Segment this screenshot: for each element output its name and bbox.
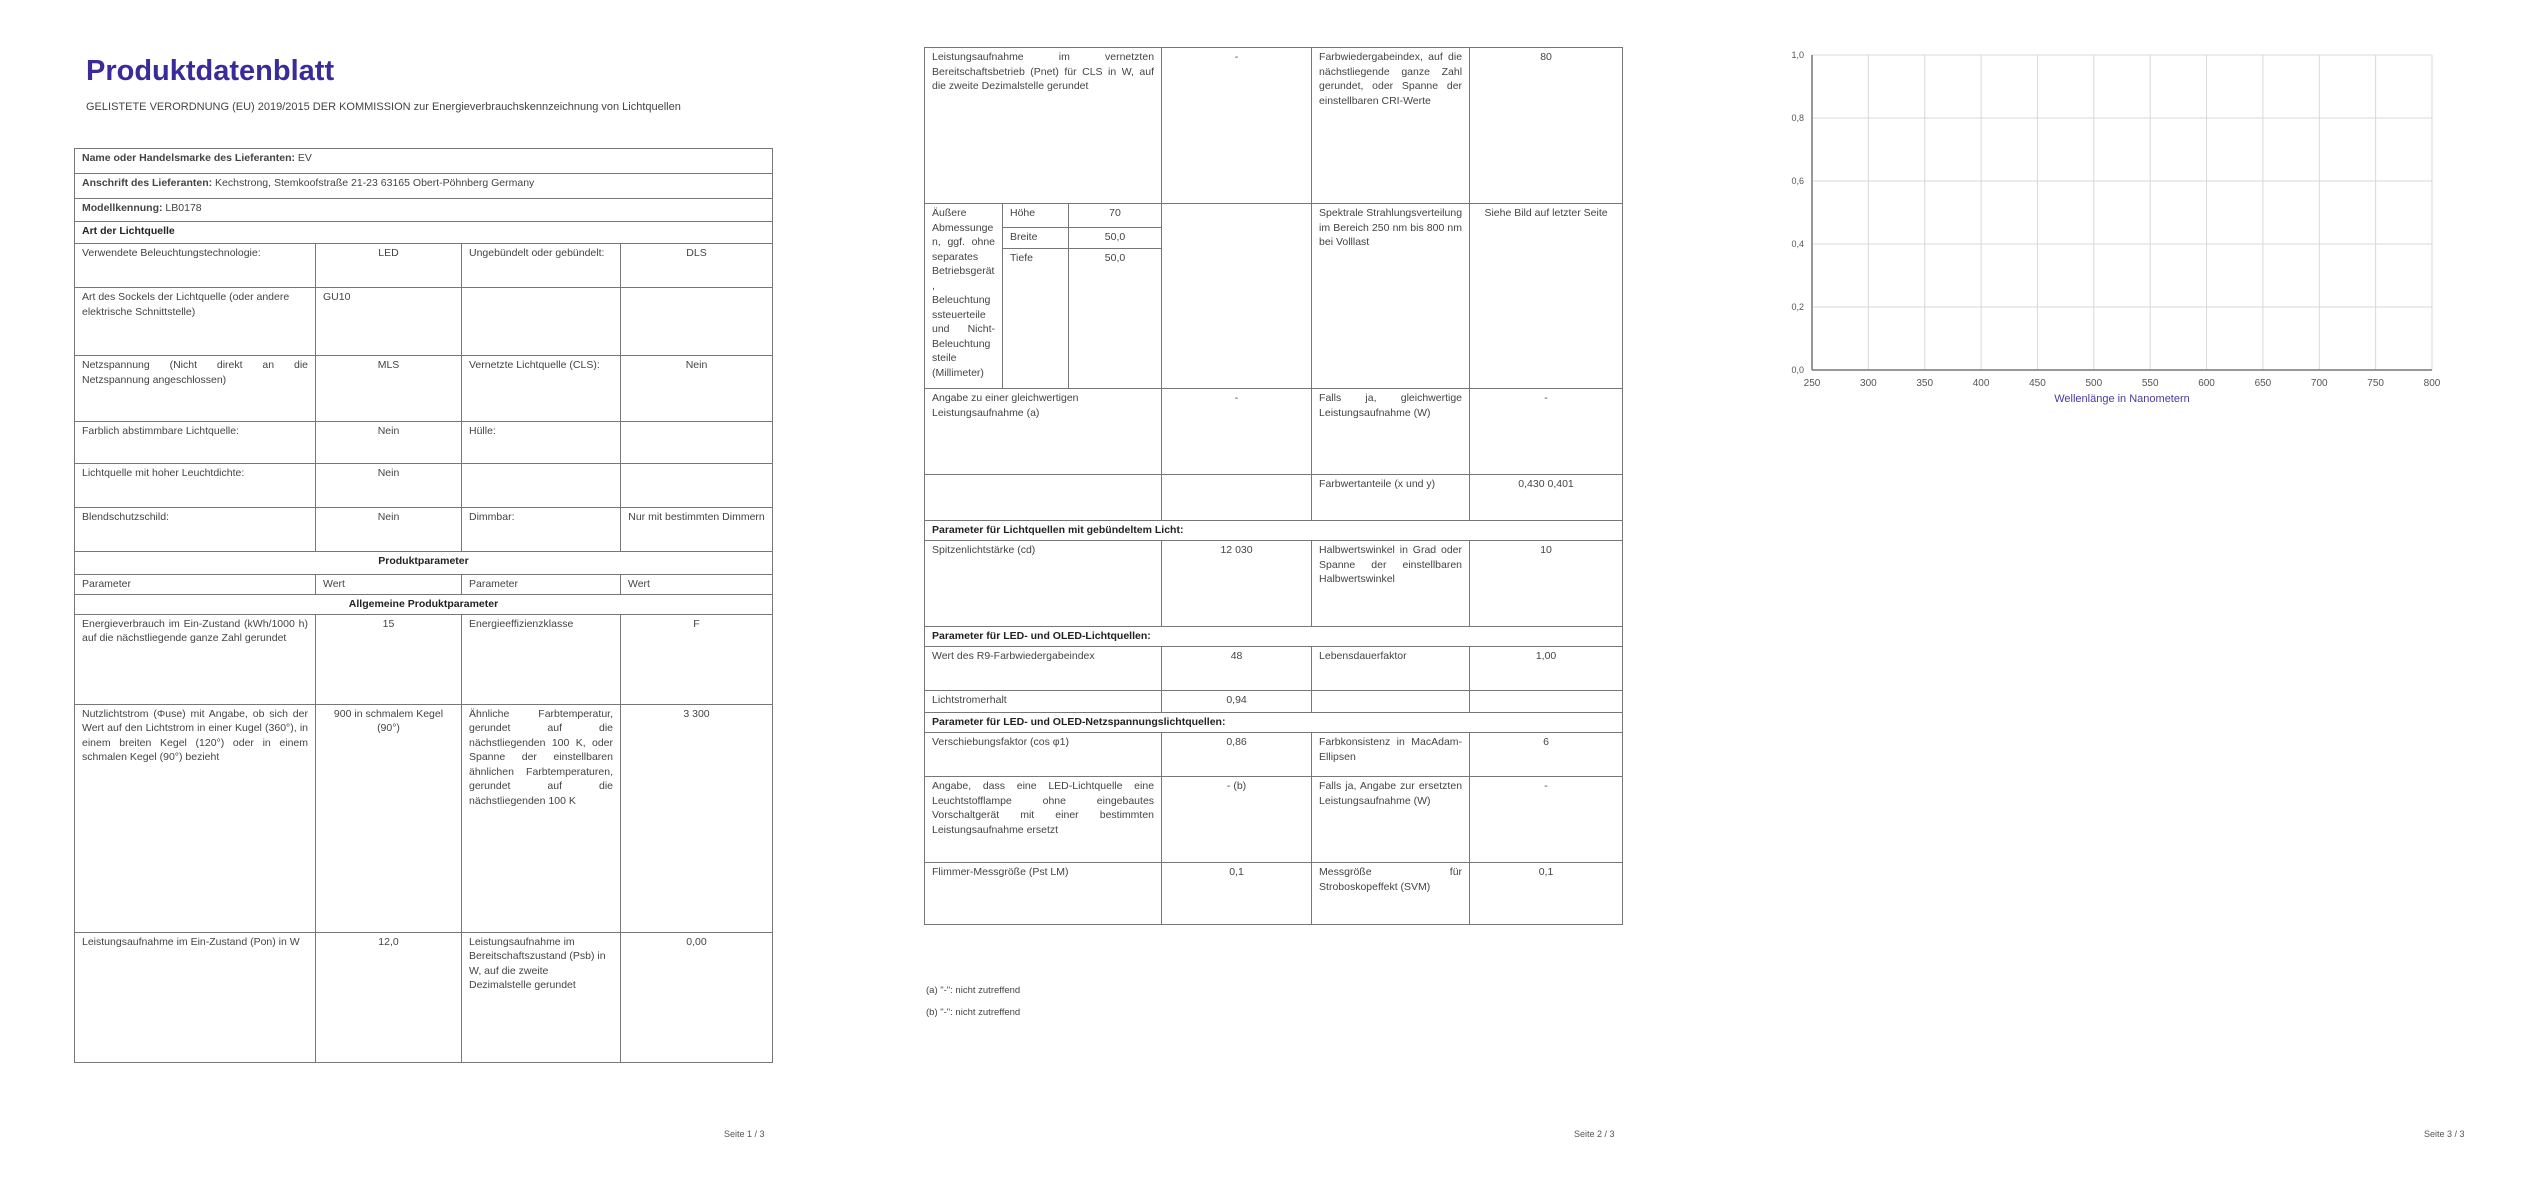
cell-value: - — [1470, 777, 1623, 863]
column-header: Wert — [621, 575, 773, 595]
cell-label: Energieeffizienzklasse — [462, 614, 621, 704]
cell-empty — [621, 422, 773, 464]
datasheet-page-3 — [1772, 45, 2474, 415]
regulation-subtitle: GELISTETE VERORDNUNG (EU) 2019/2015 DER KOMMISSION zur Energieverbrauchskennzeichnung von Lichtquellen — [86, 101, 681, 113]
cell-value: 0,1 — [1162, 863, 1312, 925]
cell-value: - — [1470, 389, 1623, 475]
cell-label: Lichtquelle mit hoher Leuchtdichte: — [75, 464, 316, 508]
section-header: Produktparameter — [75, 552, 773, 575]
cell-value: 0,00 — [621, 932, 773, 1062]
cell-label: Spitzenlichtstärke (cd) — [925, 541, 1162, 627]
column-header: Parameter — [75, 575, 316, 595]
page-number: Seite 1 / 3 — [724, 1129, 765, 1139]
cell-label: Halbwertswinkel in Grad oder Spanne der einstellbaren Halbwertswinkel — [1312, 541, 1470, 627]
cell-value: 3 300 — [621, 704, 773, 932]
section-header: Art der Lichtquelle — [75, 222, 773, 244]
cell-value: Nein — [316, 464, 462, 508]
dimension-label: Tiefe — [1003, 248, 1069, 388]
column-header: Parameter — [462, 575, 621, 595]
cell-label: Falls ja, Angabe zur ersetzten Leistungsaufnahme (W) — [1312, 777, 1470, 863]
cell-label: Spektrale Strahlungsverteilung im Bereich 250 nm bis 800 nm bei Volllast — [1312, 204, 1470, 389]
cell-value: Nur mit bestimmten Dimmern — [621, 508, 773, 552]
cell-value: LED — [316, 244, 462, 288]
cell-value: 15 — [316, 614, 462, 704]
cell-label: Leistungsaufnahme im vernetzten Bereitschaftsbetrieb (Pnet) für CLS in W, auf die zweite Dezimalstelle gerundet — [925, 48, 1162, 204]
section-header: Parameter für LED- und OLED-Lichtquellen: — [925, 627, 1623, 647]
x-tick-label: 350 — [1916, 378, 1934, 389]
cell-label: Ungebündelt oder gebündelt: — [462, 244, 621, 288]
column-header: Wert — [316, 575, 462, 595]
cell-value: 48 — [1162, 647, 1312, 691]
y-tick-label: 0,0 — [1791, 365, 1804, 375]
cell-label: Energieverbrauch im Ein-Zustand (kWh/1000 h) auf die nächstliegende ganze Zahl gerundet — [75, 614, 316, 704]
x-tick-label: 650 — [2254, 378, 2272, 389]
page-number: Seite 2 / 3 — [1574, 1129, 1615, 1139]
cell-value: - — [1162, 389, 1312, 475]
cell-label: Lebensdauerfaktor — [1312, 647, 1470, 691]
product-table-1 — [74, 148, 773, 1063]
dimension-label: Höhe — [1003, 204, 1069, 228]
page-number: Seite 3 / 3 — [2424, 1129, 2465, 1139]
cell-label: Angabe, dass eine LED-Lichtquelle eine Leuchtstofflampe ohne eingebautes Vorschaltgerät mit einer bestimmten Leistungsaufnahme ersetzt — [925, 777, 1162, 863]
supplier-name-row: Name oder Handelsmarke des Lieferanten: EV — [75, 149, 773, 174]
section-header: Parameter für Lichtquellen mit gebündeltem Licht: — [925, 521, 1623, 541]
supplier-address-row: Anschrift des Lieferanten: Kechstrong, Stemkoofstraße 21-23 63165 Obert-Pöhnberg Germany — [75, 174, 773, 199]
cell-value: MLS — [316, 356, 462, 422]
dimension-label: Breite — [1003, 228, 1069, 248]
page-title: Produktdatenblatt — [86, 55, 335, 87]
cell-label: Blendschutzschild: — [75, 508, 316, 552]
cell-label: Angabe zu einer gleichwertigen Leistungsaufnahme (a) — [925, 389, 1162, 475]
cell-value: 12,0 — [316, 932, 462, 1062]
cell-label: Leistungsaufnahme im Ein-Zustand (Pon) in W — [75, 932, 316, 1062]
x-tick-label: 400 — [1972, 378, 1990, 389]
x-tick-label: 800 — [2423, 378, 2441, 389]
cell-label: Farbwiedergabeindex, auf die nächstliegende ganze Zahl gerundet, oder Spanne der einstellbaren CRI-Werte — [1312, 48, 1470, 204]
cell-value: Nein — [316, 508, 462, 552]
model-row: Modellkennung: LB0178 — [75, 199, 773, 222]
y-tick-label: 0,2 — [1791, 302, 1804, 312]
cell-value: 0,86 — [1162, 733, 1312, 777]
cell-value: 0,94 — [1162, 691, 1312, 713]
cell-label: Flimmer-Messgröße (Pst LM) — [925, 863, 1162, 925]
cell-empty — [462, 464, 621, 508]
cell-label: Nutzlichtstrom (Φuse) mit Angabe, ob sich der Wert auf den Lichtstrom in einer Kugel (360°), in einem breiten Kegel (120°) oder in einem schmalen Kegel (90°) bezieht — [75, 704, 316, 932]
y-tick-label: 0,4 — [1791, 239, 1804, 249]
spectral-distribution-chart — [1772, 45, 2474, 415]
cell-label: Vernetzte Lichtquelle (CLS): — [462, 356, 621, 422]
cell-label: Farblich abstimmbare Lichtquelle: — [75, 422, 316, 464]
section-header: Parameter für LED- und OLED-Netzspannungslichtquellen: — [925, 713, 1623, 733]
cell-value: 12 030 — [1162, 541, 1312, 627]
cell-label: Lichtstromerhalt — [925, 691, 1162, 713]
cell-value: GU10 — [316, 288, 462, 356]
cell-empty — [1162, 204, 1312, 389]
footnote-a: (a) "-": nicht zutreffend — [926, 985, 1021, 996]
product-table-2 — [924, 47, 1623, 925]
cell-empty — [621, 464, 773, 508]
cell-value: - (b) — [1162, 777, 1312, 863]
cell-value: 6 — [1470, 733, 1623, 777]
y-tick-label: 1,0 — [1791, 50, 1804, 60]
cell-value: 80 — [1470, 48, 1623, 204]
x-axis-label: Wellenlänge in Nanometern — [2054, 393, 2190, 405]
datasheet-page-2 — [922, 45, 1624, 1139]
x-tick-label: 600 — [2198, 378, 2215, 389]
cell-label: Hülle: — [462, 422, 621, 464]
cell-value: 0,430 0,401 — [1470, 475, 1623, 521]
cell-label: Dimmbar: — [462, 508, 621, 552]
cell-label: Farbwertanteile (x und y) — [1312, 475, 1470, 521]
cell-label: Ähnliche Farbtemperatur, gerundet auf die nächstliegenden 100 K, oder Spanne der einstellbaren ähnlichen Farbtemperaturen, gerundet auf die nächstliegenden 100 K — [462, 704, 621, 932]
footnote-b: (b) "-": nicht zutreffend — [926, 1007, 1021, 1018]
cell-label: Netzspannung (Nicht direkt an die Netzspannung angeschlossen) — [75, 356, 316, 422]
cell-label: Verschiebungsfaktor (cos φ1) — [925, 733, 1162, 777]
dimension-value: 50,0 — [1069, 228, 1162, 248]
cell-empty — [925, 475, 1162, 521]
x-tick-label: 450 — [2029, 378, 2046, 389]
dimension-value: 50,0 — [1069, 248, 1162, 388]
cell-value: 0,1 — [1470, 863, 1623, 925]
cell-value: DLS — [621, 244, 773, 288]
x-tick-label: 550 — [2141, 378, 2159, 389]
cell-empty — [1162, 475, 1312, 521]
cell-label: Wert des R9-Farbwiedergabeindex — [925, 647, 1162, 691]
cell-value: Nein — [621, 356, 773, 422]
cell-empty — [462, 288, 621, 356]
cell-label: Farbkonsistenz in MacAdam-Ellipsen — [1312, 733, 1470, 777]
cell-value: Siehe Bild auf letzter Seite — [1470, 204, 1623, 389]
cell-value: F — [621, 614, 773, 704]
x-tick-label: 300 — [1860, 378, 1877, 389]
cell-label: Falls ja, gleichwertige Leistungsaufnahme (W) — [1312, 389, 1470, 475]
x-tick-label: 250 — [1803, 378, 1821, 389]
cell-value: 1,00 — [1470, 647, 1623, 691]
section-header: Allgemeine Produktparameter — [75, 594, 773, 614]
cell-value: Nein — [316, 422, 462, 464]
dimension-value: 70 — [1069, 204, 1162, 228]
x-tick-label: 750 — [2367, 378, 2384, 389]
datasheet-page-1 — [72, 45, 774, 1139]
cell-empty — [1312, 691, 1470, 713]
cell-value: 900 in schmalem Kegel (90°) — [316, 704, 462, 932]
cell-label: Messgröße für Stroboskopeffekt (SVM) — [1312, 863, 1470, 925]
cell-value: - — [1162, 48, 1312, 204]
y-tick-label: 0,6 — [1791, 176, 1804, 186]
cell-label: Äußere Abmessungen, ggf. ohne separates Betriebsgerät, Beleuchtungssteuerteile und Nicht-Beleuchtungsteile (Millimeter) — [925, 204, 1003, 389]
cell-label: Leistungsaufnahme im Bereitschaftszustand (Psb) in W, auf die zweite Dezimalstelle gerundet — [462, 932, 621, 1062]
x-tick-label: 500 — [2085, 378, 2103, 389]
cell-label: Art des Sockels der Lichtquelle (oder andere elektrische Schnittstelle) — [75, 288, 316, 356]
cell-empty — [1470, 691, 1623, 713]
x-tick-label: 700 — [2310, 378, 2328, 389]
y-tick-label: 0,8 — [1791, 113, 1804, 123]
cell-value: 10 — [1470, 541, 1623, 627]
cell-empty — [621, 288, 773, 356]
cell-label: Verwendete Beleuchtungstechnologie: — [75, 244, 316, 288]
